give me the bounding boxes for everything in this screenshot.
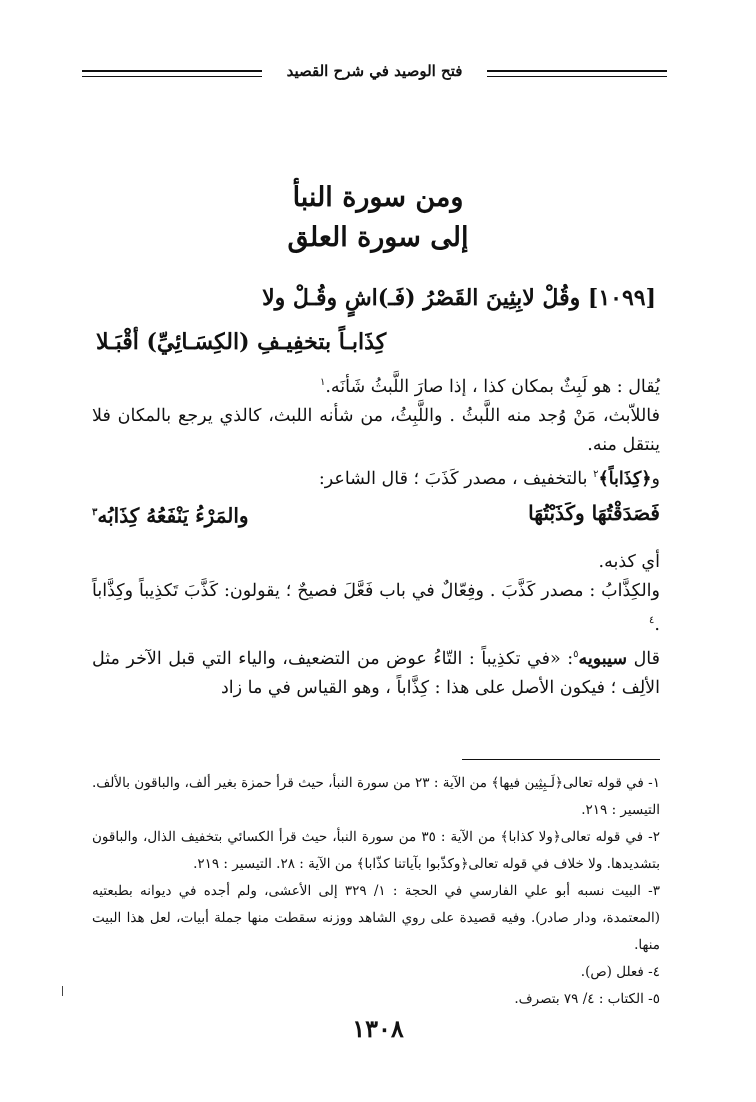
paragraph bbox=[92, 548, 660, 577]
footnote: ٣- البيت نسبه أبو علي الفارسي في الحجة : ١/ ٣٢٩ إلى الأعشى، ولم أجده في ديوانه بطبعتيه (المعتمدة، ودار صادر). وفيه قصيدة على روي الشاهد ووزنه سقطت منها جملة أبيات، لعل هذا البيت منها. bbox=[92, 883, 660, 953]
poem-hemistich-text: والمَرْءُ يَنْفَعُهُ كِذَابُه bbox=[97, 503, 249, 528]
footnote: ٥- الكتاب : ٤/ ٧٩ بتصرف. bbox=[514, 991, 660, 1007]
paragraph-text: بالتخفيف ، مصدر كَذَبَ ؛ قال الشاعر: bbox=[318, 468, 594, 489]
header-rule-left bbox=[82, 70, 262, 77]
commentary-body bbox=[92, 368, 660, 703]
quranic-word: ﴿كِذَاباً﴾ bbox=[598, 468, 652, 489]
paragraph-text: قال bbox=[627, 648, 660, 669]
chapter-title bbox=[0, 178, 756, 258]
footnotes bbox=[92, 770, 660, 1013]
page-number: ١٣٠٨ bbox=[352, 1014, 404, 1043]
footnote-ref: ٣ bbox=[92, 506, 98, 518]
paragraph-text: و bbox=[651, 468, 660, 489]
paragraph bbox=[92, 577, 660, 640]
paragraph-text: والكِذَّابُ : مصدر كَذَّبَ . وفِعّالٌ في باب فَعَّلَ فصيحٌ ؛ يقولون: كَذَّبَ تَكذِيباً وكِذَّاباً . bbox=[92, 581, 660, 636]
verse-line-2-text: كِذَابـاً بتخفِيـفِ (الكِسَـائِيِّ) أقْبَـلا bbox=[96, 329, 387, 355]
footnote-ref: ٥ bbox=[573, 649, 579, 661]
footnote-ref: ٤ bbox=[649, 615, 655, 627]
footnote: ١- في قوله تعالى﴿لَـبِثِين فيها﴾ من الآية : ٢٣ من سورة النبأ، حيث قرأ حمزة بغير ألف، والباقون بالألف. التيسير : ٢١٩. bbox=[92, 775, 660, 818]
author-name: سيبويه bbox=[578, 648, 628, 669]
poetry-verse bbox=[92, 496, 660, 533]
poem-hemistich-first: فَصَدَقْتُهَا وكَذَبْتُهَا bbox=[528, 500, 660, 525]
running-header bbox=[82, 62, 667, 88]
footnote-ref: ١ bbox=[319, 377, 326, 388]
poem-hemistich-second bbox=[92, 496, 249, 533]
chapter-title-line-1: ومن سورة النبأ bbox=[292, 182, 464, 213]
footnote: ٢- في قوله تعالى﴿ولا كذابا﴾ من الآية : ٣٥ من سورة النبأ، حيث قرأ الكسائي بتخفيف الذال، والباقون بتشديدها. ولا خلاف في قوله تعالى﴿وكذّبوا بآياتنا كذّابا﴾ من الآية : ٢٨. التيسير : ٢١٩. bbox=[92, 829, 660, 872]
verse-line-1-text: وقُلْ لابِثِينَ القَصْرُ (فَـ)اشٍ وقُـلْ ولا bbox=[262, 285, 581, 311]
verse-number: [١٠٩٩] bbox=[587, 285, 656, 311]
footnote-ref: ٢ bbox=[593, 468, 599, 480]
verse-line-2 bbox=[96, 320, 656, 364]
paragraph bbox=[92, 460, 660, 494]
header-title: فتح الوصيد في شرح القصيد bbox=[286, 62, 463, 80]
paragraph bbox=[92, 640, 660, 703]
footnote-separator bbox=[462, 759, 660, 760]
margin-mark bbox=[62, 986, 63, 996]
paragraph bbox=[92, 402, 660, 460]
paragraph-text: أي كذبه. bbox=[598, 552, 660, 573]
verse-line-1 bbox=[96, 276, 656, 320]
chapter-title-line-2: إلى سورة العلق bbox=[287, 222, 469, 253]
paragraph-text: يُقال : هو لَبِثٌ بمكان كذا ، إذا صارَ اللَّبثُ شَأنَه. bbox=[325, 376, 660, 397]
paragraph bbox=[92, 368, 660, 402]
paragraph-text: : «في تكذِيباً : التّاءُ عوض من التضعيف، والياء التي قبل الآخر مثل الألِف ؛ فيكون الأصل على هذا : كِذَّاباً ، وهو القياس في ما زاد bbox=[92, 648, 660, 698]
footnote: ٤- فعلل (ص). bbox=[580, 964, 660, 980]
paragraph-text: فاللاّبث، مَنْ وُجد منه اللَّبثُ . واللَّبِثُ، من شأنه اللبث، كالذي يرجع بالمكان فلا ينتقل منه. bbox=[92, 405, 660, 455]
spacer bbox=[92, 540, 660, 548]
